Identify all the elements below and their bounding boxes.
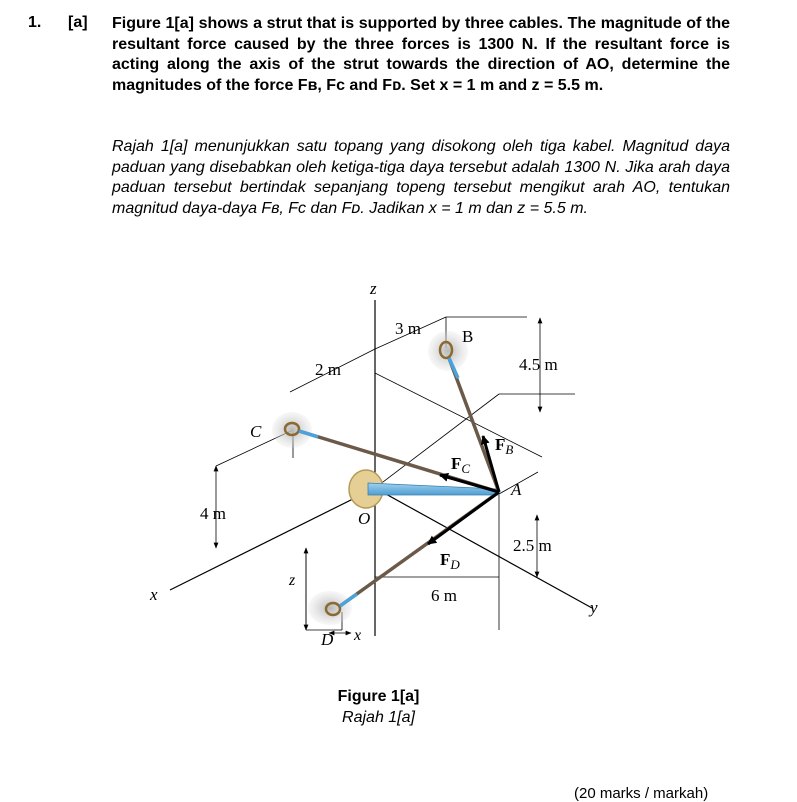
question-part: [a]: [68, 14, 88, 31]
dim-4m-label: 4 m: [200, 504, 226, 523]
fb-sub: B: [505, 442, 514, 457]
point-d-label: D: [321, 630, 334, 649]
fd-main: F: [440, 550, 451, 569]
y-axis-label: y: [590, 598, 598, 617]
question-number: 1.: [28, 14, 42, 31]
fd-sub: D: [450, 557, 460, 572]
dim-2m-label: 2 m: [315, 360, 341, 379]
english-paragraph: Figure 1[a] shows a strut that is supported by three cables. The magnitude of the resultant force caused by the three forces is 1300 N. If the resultant force is acting along the axis of the strut towards the direction of AO, determine the magnitudes of the force Fʙ, Fᴄ and Fᴅ. Set x = 1 m and z = 5.5 m.: [112, 15, 730, 94]
dim-3m-label: 3 m: [395, 319, 421, 338]
support-c-shadow: [272, 412, 312, 448]
z-axis-label: z: [370, 279, 377, 298]
x-axis-label: x: [150, 585, 158, 604]
malay-paragraph: Rajah 1[a] menunjukkan satu topang yang disokong oleh tiga kabel. Magnitud daya paduan yang disebabkan oleh ketiga-tiga daya tersebut adalah 1300 N. Jika arah daya paduan tersebut bertindak sepanjang topeng tersebut mengikut arah AO, tentukan magnitud daya-daya Fʙ, Fᴄ dan Fᴅ. Jadikan x = 1 m dan z = 5.5 m.: [112, 138, 730, 217]
fc-main: F: [451, 454, 462, 473]
dim-x-label: x: [354, 627, 362, 644]
fb-main: F: [495, 435, 506, 454]
marks-note: (20 marks / markah): [574, 785, 709, 802]
fd-label: [440, 550, 460, 572]
dim-4-5m-label: 4.5 m: [519, 355, 558, 374]
figure-caption-malay: Rajah 1[a]: [342, 709, 415, 726]
dim-z-label: z: [289, 572, 296, 589]
dim-6m-label: 6 m: [431, 586, 457, 605]
point-c-label: C: [250, 422, 262, 441]
fc-sub: C: [461, 461, 471, 476]
fc-label: [451, 454, 470, 476]
point-o-label: O: [358, 509, 371, 528]
force-fd-arrow: [428, 492, 499, 544]
dim-2-5m-label: 2.5 m: [513, 536, 552, 555]
point-a-label: A: [511, 480, 522, 499]
fb-label: [495, 435, 513, 457]
y-axis: [375, 488, 592, 608]
figure-caption: Figure 1[a]: [337, 688, 420, 705]
support-d-shadow: [308, 591, 352, 625]
point-b-label: B: [462, 327, 474, 346]
